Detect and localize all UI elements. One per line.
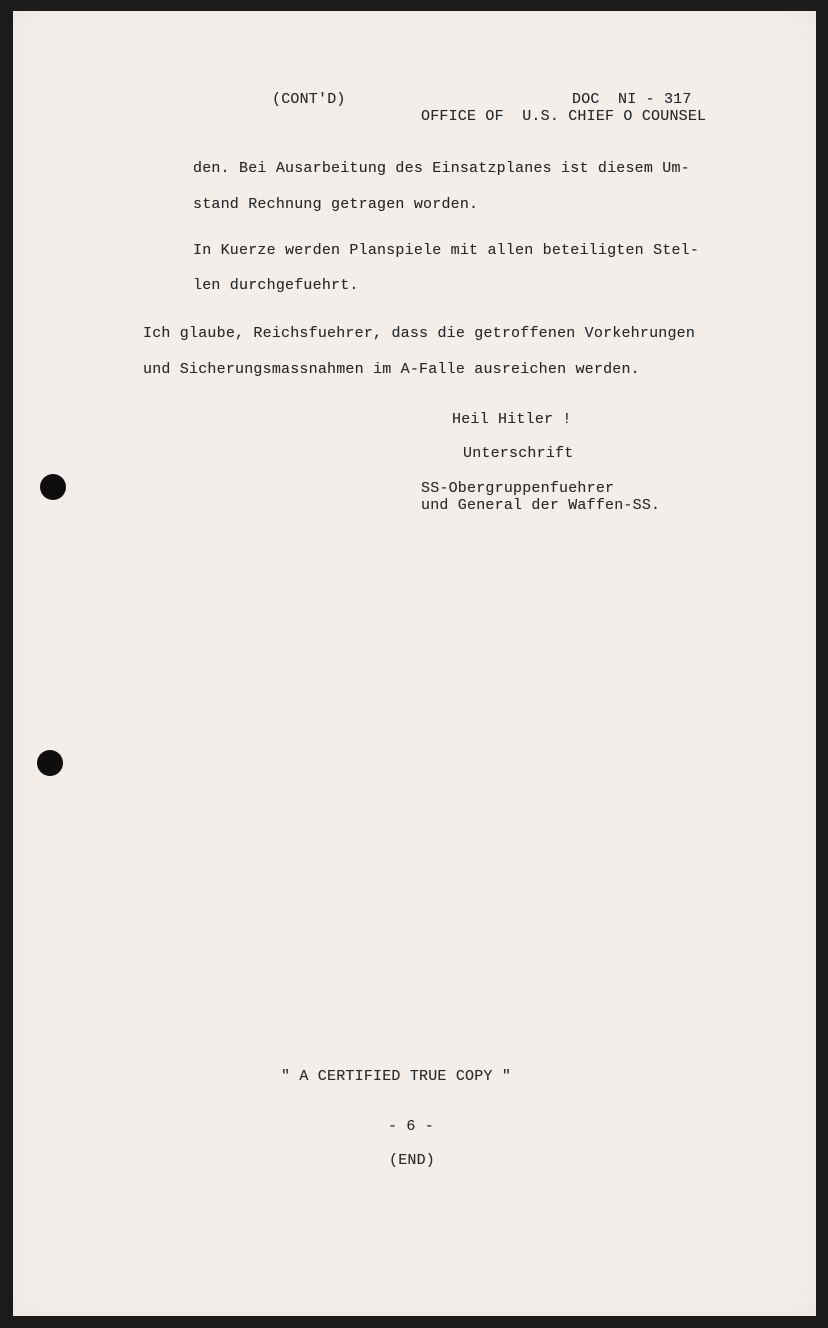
doc-number: DOC NI - 317 xyxy=(572,91,692,108)
certified-copy-stamp: " A CERTIFIED TRUE COPY " xyxy=(281,1068,512,1085)
paragraph-1-line-1: den. Bei Ausarbeitung des Einsatzplanes ist diesem Um- xyxy=(193,160,690,177)
paragraph-1-line-2: stand Rechnung getragen worden. xyxy=(193,196,479,213)
cont-label: (CONT'D) xyxy=(272,91,346,108)
end-marker: (END) xyxy=(389,1152,436,1169)
salute: Heil Hitler ! xyxy=(452,411,572,428)
signature-note: Unterschrift xyxy=(463,445,574,462)
office-heading: OFFICE OF U.S. CHIEF O COUNSEL xyxy=(421,108,707,125)
rank-line-2: und General der Waffen-SS. xyxy=(421,497,661,514)
punch-hole-top xyxy=(40,474,66,500)
paragraph-2-line-2: len durchgefuehrt. xyxy=(193,277,359,294)
paragraph-2-line-1: In Kuerze werden Planspiele mit allen beteiligten Stel- xyxy=(193,242,700,259)
page-number: - 6 - xyxy=(388,1118,435,1135)
punch-hole-bottom xyxy=(37,750,63,776)
rank-line-1: SS-Obergruppenfuehrer xyxy=(421,480,615,497)
paragraph-3-line-2: und Sicherungsmassnahmen im A-Falle ausreichen werden. xyxy=(143,361,640,378)
paragraph-3-line-1: Ich glaube, Reichsfuehrer, dass die getroffenen Vorkehrungen xyxy=(143,325,696,342)
